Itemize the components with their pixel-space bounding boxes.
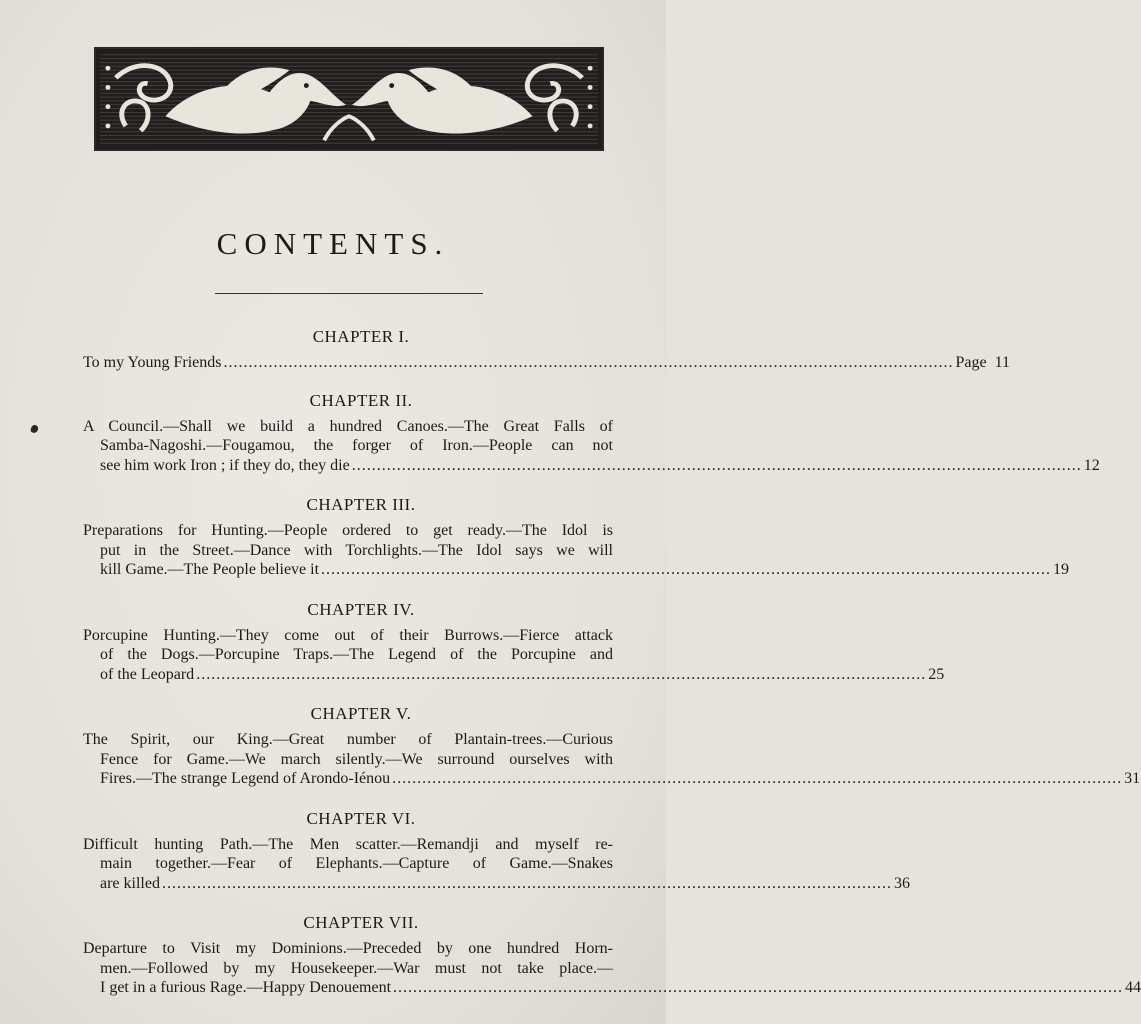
summary-line: Porcupine Hunting.—They come out of their Burrows.—Fierce attack — [83, 626, 613, 644]
summary-text: I get in a furious Rage.—Happy Denouement — [100, 979, 392, 996]
leader-dots: .................................................................................................................................................. — [321, 561, 1052, 578]
summary-line — [83, 456, 1100, 476]
summary-line: Preparations for Hunting.—People ordered to get ready.—The Idol is — [83, 522, 613, 539]
summary-line: main together.—Fear of Elephants.—Capture of Game.—Snakes — [100, 855, 613, 872]
chapter-summary — [83, 730, 1141, 789]
chapter-heading: CHAPTER IV. — [307, 599, 415, 619]
chapter-entry — [83, 596, 945, 685]
page-number: 25 — [928, 665, 945, 683]
summary-line: Departure to Visit my Dominions.—Preceded by one hundred Horn- — [83, 940, 613, 957]
leader-dots: .................................................................................................................................................. — [393, 979, 1124, 996]
chapter-summary — [83, 417, 1100, 476]
summary-line: The Spirit, our King.—Great number of Plantain-trees.—Curious — [83, 731, 613, 748]
chapter-summary — [83, 835, 910, 894]
leader-dots: .................................................................................................................................................. — [161, 874, 892, 892]
griffin-ornament-header — [94, 47, 604, 151]
summary-text: of the Leopard — [100, 665, 195, 683]
chapter-heading: CHAPTER VII. — [303, 913, 419, 932]
chapter-entry — [83, 909, 1141, 998]
page-number — [955, 353, 1010, 373]
summary-text: kill Game.—The People believe it — [100, 561, 320, 578]
chapter-heading: CHAPTER V. — [310, 704, 412, 723]
page-value: 11 — [994, 354, 1010, 371]
page-number: 31 — [1124, 770, 1141, 787]
summary-text: are killed — [100, 874, 160, 892]
leader-dots: .................................................................................................................................................. — [196, 665, 927, 683]
summary-line — [83, 978, 1141, 998]
summary-line: put in the Street.—Dance with Torchlights.—The Idol says we will — [100, 541, 613, 559]
chapter-summary — [83, 939, 1141, 998]
page-number: 36 — [893, 874, 910, 892]
leader-dots: .................................................................................................................................................. — [351, 456, 1082, 474]
summary-line: men.—Followed by my Housekeeper.—War must not take place.— — [100, 959, 613, 977]
leader-dots: .................................................................................................................................................. — [392, 770, 1123, 787]
chapter-summary — [83, 626, 945, 685]
chapter-summary — [83, 353, 1010, 373]
ink-smudge — [30, 424, 39, 434]
summary-line: Samba-Nagoshi.—Fougamou, the forger of Iron.—People can not — [100, 437, 613, 454]
chapter-heading: CHAPTER VI. — [306, 808, 416, 828]
chapter-entry — [83, 700, 1141, 789]
summary-line — [83, 665, 945, 685]
summary-line — [83, 769, 1141, 789]
summary-line: Difficult hunting Path.—The Men scatter.—Remandji and myself re- — [83, 835, 613, 853]
summary-text: To my Young Friends — [83, 354, 222, 371]
summary-line — [83, 353, 1010, 373]
chapter-heading: CHAPTER III. — [306, 495, 416, 514]
page-number: 44 — [1125, 979, 1141, 996]
chapter-entry — [83, 323, 1010, 373]
chapter-entry — [83, 491, 1070, 580]
chapter-summary — [83, 521, 1070, 580]
chapter-entry — [83, 387, 1100, 476]
summary-line: of the Dogs.—Porcupine Traps.—The Legend of the Porcupine and — [100, 646, 613, 663]
summary-line — [83, 874, 910, 894]
page-title: CONTENTS. — [216, 226, 450, 261]
page-label: Page — [955, 354, 987, 371]
summary-text: Fires.—The strange Legend of Arondo-Iénou — [100, 770, 391, 787]
summary-line: A Council.—Shall we build a hundred Canoes.—The Great Falls of — [83, 417, 613, 435]
summary-line: Fence for Game.—We march silently.—We surround ourselves with — [100, 750, 613, 768]
chapter-entry — [83, 805, 910, 894]
summary-text: see him work Iron ; if they do, they die — [100, 456, 350, 474]
page-number: 12 — [1083, 456, 1100, 474]
table-of-contents — [83, 323, 1141, 1014]
chapter-heading: CHAPTER I. — [312, 327, 410, 346]
page-number: 19 — [1053, 561, 1070, 578]
leader-dots: .................................................................................................................................................. — [223, 354, 954, 371]
title-rule-divider — [215, 293, 483, 294]
summary-line — [83, 560, 1070, 580]
chapter-heading: CHAPTER II. — [309, 390, 413, 410]
